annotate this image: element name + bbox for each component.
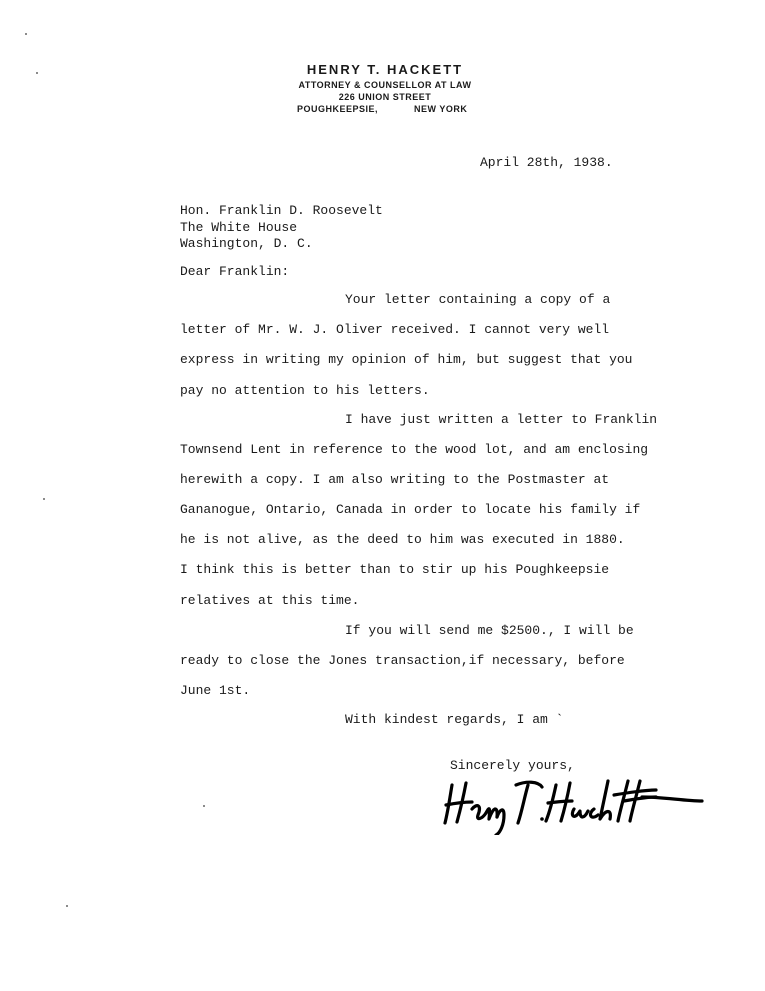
scan-speck — [36, 72, 38, 74]
letterhead-street: 226 UNION STREET — [338, 92, 432, 102]
scan-speck — [66, 905, 68, 907]
scan-speck — [203, 805, 205, 807]
letterhead-city: POUGHKEEPSIE, — [297, 104, 379, 114]
signature-image — [442, 775, 707, 835]
body-line: With kindest regards, I am ` — [345, 712, 564, 727]
scan-speck — [25, 33, 27, 35]
recipient-address-2: Washington, D. C. — [180, 236, 313, 251]
body-line: ready to close the Jones transaction,if necessary, before — [180, 653, 625, 668]
body-line: I have just written a letter to Franklin — [345, 412, 658, 427]
body-line: Gananogue, Ontario, Canada in order to locate his family if — [180, 502, 641, 517]
body-line: June 1st. — [180, 683, 251, 698]
salutation: Dear Franklin: — [180, 264, 290, 279]
body-line: If you will send me $2500., I will be — [345, 623, 634, 638]
letterhead-title: ATTORNEY & COUNSELLOR AT LAW — [298, 80, 472, 90]
letterhead-state: NEW YORK — [414, 104, 468, 114]
body-line: letter of Mr. W. J. Oliver received. I cannot very well — [180, 322, 610, 337]
letter-date: April 28th, 1938. — [480, 155, 613, 170]
letterhead-name: HENRY T. HACKETT — [306, 62, 464, 77]
body-line: relatives at this time. — [180, 593, 360, 608]
signature — [442, 775, 707, 840]
recipient-name: Hon. Franklin D. Roosevelt — [180, 203, 383, 218]
body-line: herewith a copy. I am also writing to the Postmaster at — [180, 472, 610, 487]
body-line: pay no attention to his letters. — [180, 383, 430, 398]
recipient-address-1: The White House — [180, 220, 298, 235]
body-line: he is not alive, as the deed to him was executed in 1880. — [180, 532, 625, 547]
closing: Sincerely yours, — [450, 758, 575, 773]
body-line: Townsend Lent in reference to the wood lot, and am enclosing — [180, 442, 649, 457]
body-line: express in writing my opinion of him, but suggest that you — [180, 352, 633, 367]
body-line: Your letter containing a copy of a — [345, 292, 611, 307]
scan-speck — [43, 498, 45, 500]
body-line: I think this is better than to stir up his Poughkeepsie — [180, 562, 610, 577]
